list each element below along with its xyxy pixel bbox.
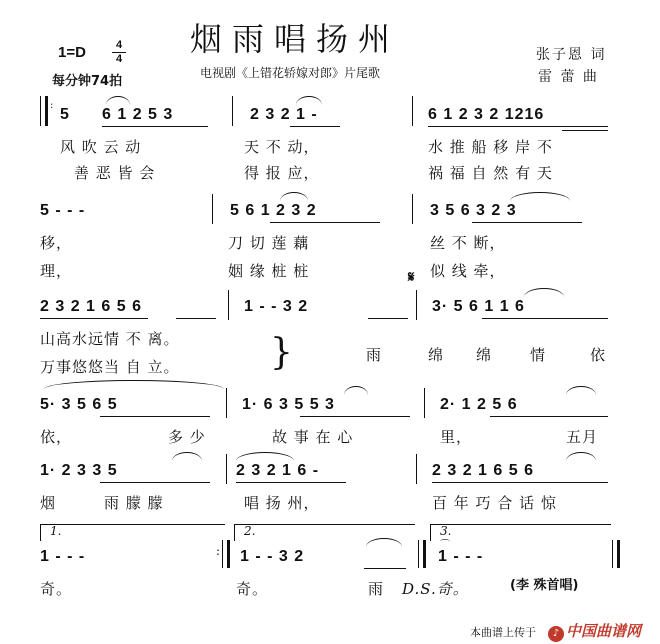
measure-6-notes: 3 5 6 3 2 3 [430,202,517,219]
measure-11-notes: 1· 6 3 5 5 3 [242,396,335,413]
volta-3-label: 3. [440,524,452,538]
segno-sign: 𝄋 [408,268,415,286]
upload-note: 本曲谱上传于 [470,626,536,639]
volta-2-label: 2. [244,524,256,538]
site-logo-icon: ♪ [548,626,564,642]
volta-1 [40,524,225,541]
measure-3-notes: 6 1 2 3 2 1216 [428,106,545,123]
lyrics-row6-a: 奇。 [40,580,73,598]
lyrics-row3-v1: 山高水远情 不 离。 [40,330,180,348]
lyrics-row4-a: 依， [40,428,73,446]
meter-top: 4 [115,39,123,51]
lyrics-row2-v2-c: 似 线 牵， [430,262,506,280]
lyrics-row1-v2-a: 善 恶 皆 会 [74,164,156,182]
meter-bottom: 4 [115,53,123,65]
measure-16-notes: 1 - - - [40,548,86,565]
verse-brace: } [270,332,293,373]
measure-13-notes: 1· 2 3 3 5 [40,462,118,479]
site-name: 中国曲谱网 [566,622,642,640]
measure-8-notes: 1 - - 3 2 [244,298,309,315]
measure-12-notes: 2· 1 2 5 6 [440,396,518,413]
refrain-2: 绵 [428,346,445,364]
lyrics-row3-v2: 万事悠悠当 自 立。 [40,358,180,376]
lyrics-row4-e: 五月 [566,428,599,446]
lyrics-row4-d: 里， [440,428,473,446]
lyrics-row4-b: 多 少 [168,428,206,446]
site-logo[interactable] [548,620,641,642]
measure-5-notes: 5 6 1 2 3 2 [230,202,317,219]
final-barline [612,540,620,568]
singer-credit: (李 殊首唱) [510,578,579,593]
measure-15-notes: 2 3 2 1 6 5 6 [432,462,534,479]
refrain-3: 绵 [476,346,493,364]
measure-1b-notes: 6 1 2 5 3 [102,106,174,123]
refrain-1: 雨 [366,346,383,364]
dal-segno-lyric: D.S.奇。 [402,580,469,598]
measure-2-notes: 2 3 2 1 - [250,106,318,123]
subtitle: 电视剧《上错花轿嫁对郎》片尾歌 [200,66,381,80]
repeat-end-barline [222,540,230,568]
lyricist: 张子恩 词 [536,47,607,63]
composer: 雷 蕾 曲 [538,69,599,85]
volta-1-label: 1. [50,524,62,538]
measure-10-notes: 5· 3 5 6 5 [40,396,118,413]
lyrics-row5-c: 唱 扬 州， [244,494,320,512]
lyrics-row6-c: 雨 [368,580,385,598]
measure-4-notes: 5 - - - [40,202,86,219]
lyrics-row4-c: 故 事 在 心 [272,428,354,446]
repeat-start-barline [40,96,48,126]
refrain-4: 情 [530,346,547,364]
refrain-5: 依 [590,346,607,364]
key-signature: 1=D [58,44,86,61]
lyrics-row5-b: 雨 朦 朦 [104,494,164,512]
lyrics-row1-v2-c: 祸 福 自 然 有 天 [428,164,553,182]
lyrics-row5-a: 烟 [40,494,57,512]
lyrics-row1-v1-b: 天 不 动， [244,138,320,156]
lyrics-row1-v1-a: 风 吹 云 动 [60,138,142,156]
lyrics-row2-v2-b: 姻 缘 桩 桩 [228,262,310,280]
lyrics-row2-v1-a: 移， [40,234,73,252]
lyrics-row2-v1-b: 刀 切 莲 藕 [228,234,310,252]
measure-14-notes: 2 3 2 1 6 - [236,462,320,479]
lyrics-row1-v2-b: 得 报 应， [244,164,320,182]
volta-3 [430,524,611,541]
lyrics-row1-v1-c: 水 推 船 移 岸 不 [428,138,553,156]
lyrics-row2-v1-c: 丝 不 断， [430,234,506,252]
page-title: 烟雨唱扬州 [190,20,401,58]
measure-9-notes: 3· 5 6 1 1 6 [432,298,525,315]
measure-1-notes: 5 [60,106,70,123]
lyrics-row6-b: 奇。 [236,580,269,598]
lyrics-row5-d: 百 年 巧 合 话 惊 [432,494,557,512]
tempo-marking: 每分钟74拍 [52,74,123,89]
lyrics-row2-v2-a: 理， [40,262,73,280]
measure-18-notes: 1 - - - [438,548,484,565]
time-signature [112,40,126,65]
measure-7-notes: 2 3 2 1 6 5 6 [40,298,142,315]
measure-17-notes: 1 - - 3 2 [240,548,305,565]
